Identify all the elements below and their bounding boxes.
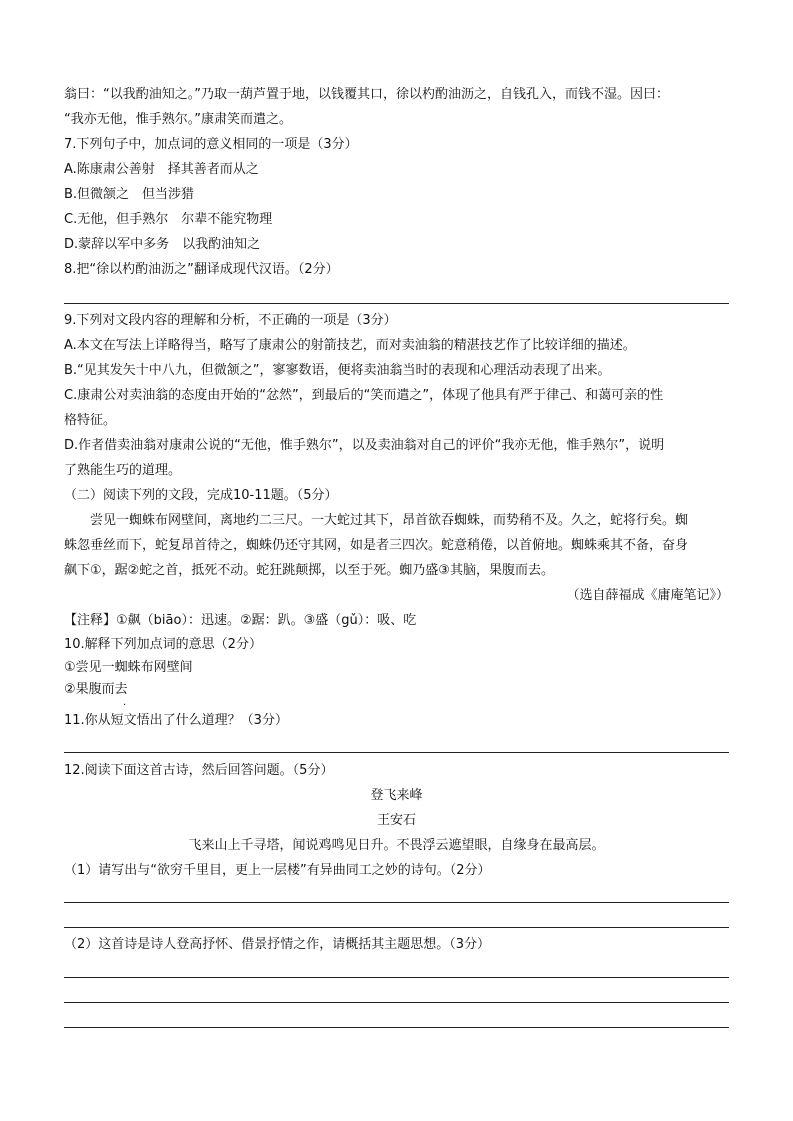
question-7: 7.下列句子中，加点词的意义相同的一项是（3分） xyxy=(64,137,358,152)
q9-option-d-line-1: D.作者借卖油翁对康肃公说的“无他，惟手熟尔”，以及卖油翁对自己的评价“我亦无他，惟手熟尔”，说明 xyxy=(64,438,665,453)
q10-item-2: ②果腹而去 xyxy=(64,682,128,697)
passage-line-1: 翁曰：“以我酌油知之。”乃取一葫芦置于地，以钱覆其口，徐以杓酌油沥之，自钱孔入，而钱不湿。因曰： xyxy=(64,87,669,102)
section-2-heading: （二）阅读下列的文段，完成10-11题。（5分） xyxy=(64,488,338,503)
reading-passage-line-2: 蛛忽垂丝而下，蛇复昂首待之，蜘蛛仍还守其网，如是者三四次。蛇意稍倦，以首俯地。蜘蛛乘其不备，奋身 xyxy=(64,538,689,553)
q9-option-c-line-1: C.康肃公对卖油翁的态度由开始的“忿然”，到最后的“笑而遣之”，体现了他具有严于律己、和蔼可亲的性 xyxy=(64,388,664,403)
q9-option-b: B.“见其发矢十中八九，但微颔之”，寥寥数语，便将卖油翁当时的表现和心理活动表现了出来。 xyxy=(64,363,611,378)
answer-line-q12-2a xyxy=(64,977,729,978)
q7-option-d: D.蒙辞以军中多务 以我酌油知之 xyxy=(64,237,261,252)
answer-line-q8 xyxy=(64,303,729,304)
emphasis-dot-mark: · xyxy=(123,700,127,711)
question-11: 11.你从短文悟出了什么道理？（3分） xyxy=(64,713,288,728)
answer-line-q12-2c xyxy=(64,1027,729,1028)
q10-item-1: ①尝见一蜘蛛布网壁间 xyxy=(64,660,193,675)
reading-passage-line-1: 尝见一蜘蛛布网壁间，离地约二三尺。一大蛇过其下，昂首欲吞蜘蛛，而势稍不及。久之，蛇将行矣。蜘 xyxy=(90,513,689,528)
answer-line-q12-1a xyxy=(64,902,729,903)
poem-author: 王安石 xyxy=(376,813,416,828)
q9-option-d-line-2: 了熟能生巧的道理。 xyxy=(64,463,182,478)
question-10: 10.解释下列加点词的意思（2分） xyxy=(64,637,262,652)
answer-line-q12-2b xyxy=(64,1002,729,1003)
q12-part-2: （2）这首诗是诗人登高抒怀、借景抒情之作，请概括其主题思想。（3分） xyxy=(64,937,491,952)
passage-source: （选自薛福成《庸庵笔记》） xyxy=(566,588,729,603)
poem-body: 飞来山上千寻塔，闻说鸡鸣见日升。不畏浮云遮望眼，自缘身在最高层。 xyxy=(188,838,605,853)
answer-line-q11 xyxy=(64,752,729,753)
annotation-note: 【注释】①飙（biāo）：迅速。②踞：趴。③盛（gǔ）：吸、吃 xyxy=(64,613,417,628)
question-8: 8.把“徐以杓酌油沥之”翻译成现代汉语。（2分） xyxy=(64,262,339,277)
q7-option-a: A.陈康肃公善射 择其善者而从之 xyxy=(64,162,259,177)
question-12: 12.阅读下面这首古诗，然后回答问题。（5分） xyxy=(64,763,334,778)
answer-line-q12-1b xyxy=(64,927,729,928)
passage-line-2: “我亦无他，惟手熟尔。”康肃笑而遣之。 xyxy=(64,112,292,127)
q7-option-c: C.无他，但手熟尔 尔辈不能究物理 xyxy=(64,212,273,227)
reading-passage-line-3: 飙下①，踞②蛇之首，抵死不动。蛇狂跳颠掷，以至于死。蜘乃盛③其脑，果腹而去。 xyxy=(64,563,554,578)
q7-option-b: B.但微颔之 但当涉猎 xyxy=(64,187,195,202)
q12-part-1: （1）请写出与“欲穷千里目，更上一层楼”有异曲同工之妙的诗句。（2分） xyxy=(64,863,491,878)
q9-option-c-line-2: 格特征。 xyxy=(64,413,117,428)
q9-option-a: A.本文在写法上详略得当，略写了康肃公的射箭技艺，而对卖油翁的精湛技艺作了比较详细的描述。 xyxy=(64,338,636,353)
poem-title: 登飞来峰 xyxy=(370,788,423,803)
question-9: 9.下列对文段内容的理解和分析，不正确的一项是（3分） xyxy=(64,313,397,328)
